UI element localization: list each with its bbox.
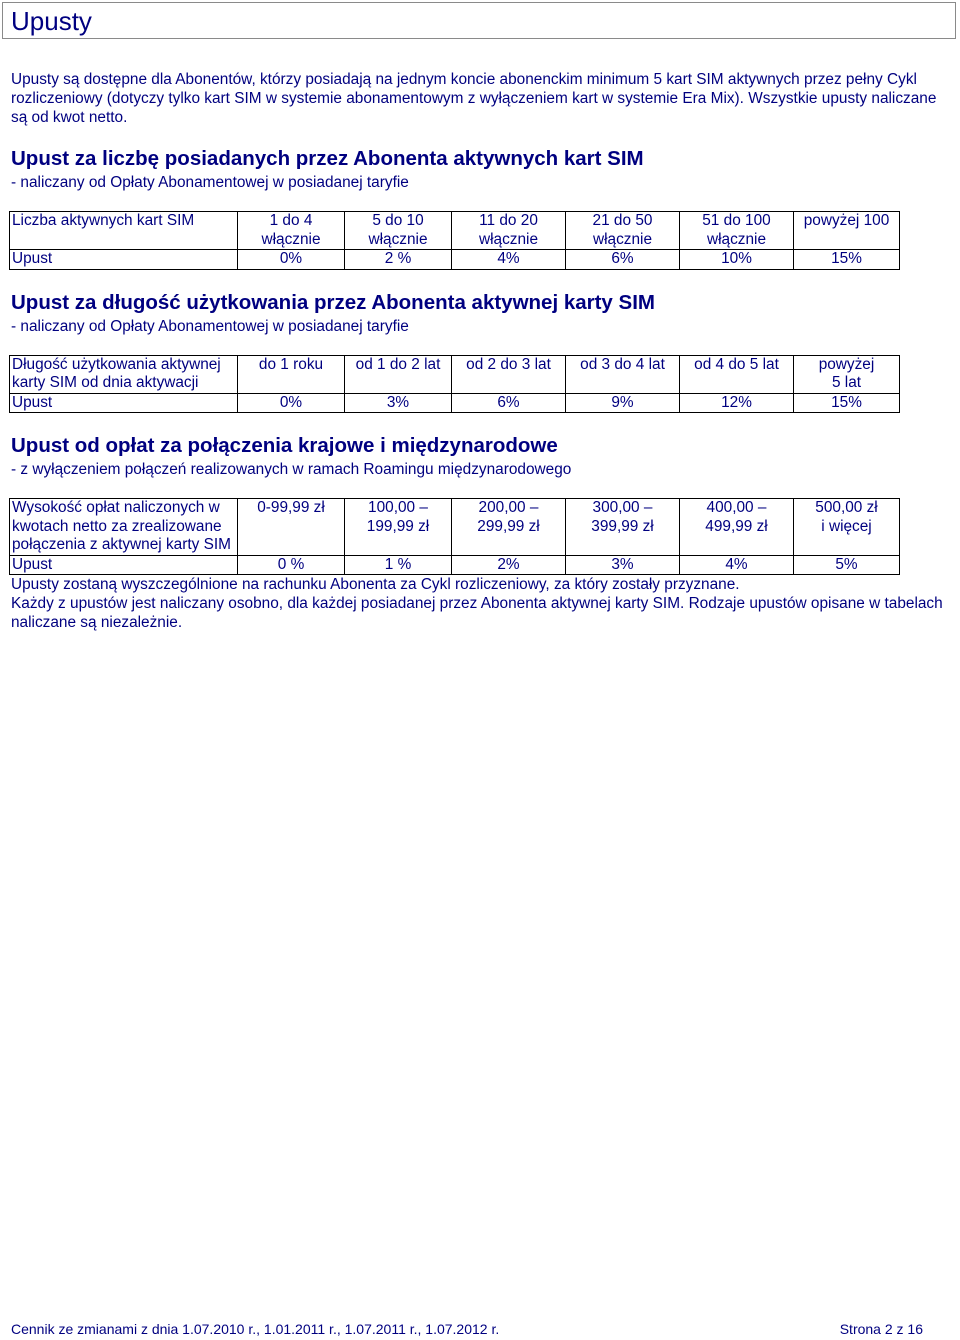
note-independent: Każdy z upustów jest naliczany osobno, dla każdej posiadanej przez Abonenta aktywnej karty SIM. Rodzaje upustów opisane w tabelach naliczane są niezależnie. [11, 595, 943, 631]
table-row [10, 393, 900, 413]
row-label: Upust [10, 250, 238, 270]
page-number: Strona 2 z 16 [839, 1321, 923, 1337]
column-header [566, 499, 680, 556]
column-header [794, 355, 900, 393]
table-cell: 6% [566, 250, 680, 270]
column-header [794, 499, 900, 556]
column-header-text: 21 do 50 włącznie [592, 212, 653, 248]
header-label: Długość użytkowania aktywnej karty SIM od dnia aktywacji [10, 355, 238, 393]
table-cell: 15% [794, 250, 900, 270]
column-header-text: od 3 do 4 lat [580, 355, 665, 373]
column-header [452, 499, 566, 556]
column-header [238, 355, 345, 393]
page-title: Upusty [11, 6, 92, 36]
column-header-text: od 1 do 2 lat [355, 355, 441, 373]
section-usage-length [11, 291, 951, 414]
column-header-text: 400,00 – 499,99 zł [705, 499, 768, 535]
intro-paragraph: Upusty są dostępne dla Abonentów, którzy posiadają na jednym koncie abonenckim minimum 5 kart SIM aktywnych przez pełny Cykl rozliczeniowy (dotyczy tylko kart SIM w systemie abonamentowym z wyłączeniem kart w systemie Era Mix). Wszystkie upusty naliczane są od kwot netto. [11, 71, 937, 126]
column-header-text: do 1 roku [258, 355, 324, 373]
discount-table-usage-length [9, 355, 900, 414]
column-header-text: 5 do 10 włącznie [368, 212, 428, 248]
column-header [345, 499, 452, 556]
table-header-row [10, 499, 900, 556]
column-header-text: 200,00 – 299,99 zł [477, 499, 540, 535]
column-header [680, 499, 794, 556]
table-cell: 0 % [238, 555, 345, 575]
column-header-text: powyżej 100 [803, 212, 890, 229]
column-header [680, 355, 794, 393]
table-cell: 0% [238, 250, 345, 270]
column-header-text: 0-99,99 zł [257, 499, 325, 516]
column-header [345, 355, 452, 393]
column-header-text: 11 do 20 włącznie [478, 212, 539, 248]
column-header-text: od 2 do 3 lat [466, 355, 551, 373]
content [11, 70, 951, 632]
section-subtitle: - z wyłączeniem połączeń realizowanych w ramach Roamingu międzynarodowego [11, 461, 572, 478]
column-header-text: od 4 do 5 lat [694, 355, 779, 373]
section-subtitle: - naliczany od Opłaty Abonamentowej w posiadanej taryfie [11, 174, 409, 191]
column-header [452, 212, 566, 250]
section-call-charges [11, 434, 951, 632]
section-title: Upust za długość użytkowania przez Abonenta aktywnej karty SIM [11, 290, 655, 314]
column-header-text: 100,00 – 199,99 zł [366, 499, 430, 535]
section-title: Upust od opłat za połączenia krajowe i międzynarodowe [11, 434, 558, 457]
table-cell: 10% [680, 250, 794, 270]
table-header-row [10, 355, 900, 393]
table-cell: 2 % [345, 250, 452, 270]
table-cell: 9% [566, 393, 680, 413]
table-cell: 0% [238, 393, 345, 413]
discount-table-sim-count [9, 211, 900, 270]
table-row [10, 250, 900, 270]
note-itemized: Upusty zostaną wyszczególnione na rachunku Abonenta za Cykl rozliczeniowy, za który zostały przyznane. [11, 576, 740, 593]
section-title: Upust za liczbę posiadanych przez Abonenta aktywnych kart SIM [11, 147, 644, 170]
table-cell: 3% [566, 555, 680, 575]
column-header-text: 1 do 4 włącznie [261, 212, 321, 248]
column-header-text: 500,00 zł i więcej [815, 499, 878, 535]
table-cell: 4% [680, 555, 794, 575]
table-row [10, 555, 900, 575]
column-header-text: 51 do 100 włącznie [702, 212, 771, 248]
footer-pricelist-dates: Cennik ze zmianami z dnia 1.07.2010 r., 1.01.2011 r., 1.07.2011 r., 1.07.2012 r. [11, 1321, 500, 1337]
column-header [680, 212, 794, 250]
row-label: Upust [10, 393, 238, 413]
column-header [566, 355, 680, 393]
table-cell: 1 % [345, 555, 452, 575]
table-header-row [10, 212, 900, 250]
column-header-text: 300,00 – 399,99 zł [591, 499, 654, 535]
table-cell: 5% [794, 555, 900, 575]
section-sim-count [11, 147, 951, 270]
column-header [566, 212, 680, 250]
header-label: Wysokość opłat naliczonych w kwotach netto za zrealizowane połączenia z aktywnej karty SIM [10, 499, 238, 556]
column-header [452, 355, 566, 393]
header-label: Liczba aktywnych kart SIM [10, 212, 238, 250]
table-cell: 15% [794, 393, 900, 413]
table-cell: 3% [345, 393, 452, 413]
row-label: Upust [10, 555, 238, 575]
table-cell: 2% [452, 555, 566, 575]
column-header [345, 212, 452, 250]
page-header [2, 2, 956, 39]
discount-table-call-charges [9, 498, 900, 575]
column-header-text: powyżej 5 lat [818, 355, 875, 391]
column-header [794, 212, 900, 250]
table-cell: 6% [452, 393, 566, 413]
section-subtitle: - naliczany od Opłaty Abonamentowej w posiadanej taryfie [11, 317, 409, 335]
table-cell: 4% [452, 250, 566, 270]
column-header [238, 499, 345, 556]
table-cell: 12% [680, 393, 794, 413]
page-footer [11, 1320, 951, 1338]
column-header [238, 212, 345, 250]
